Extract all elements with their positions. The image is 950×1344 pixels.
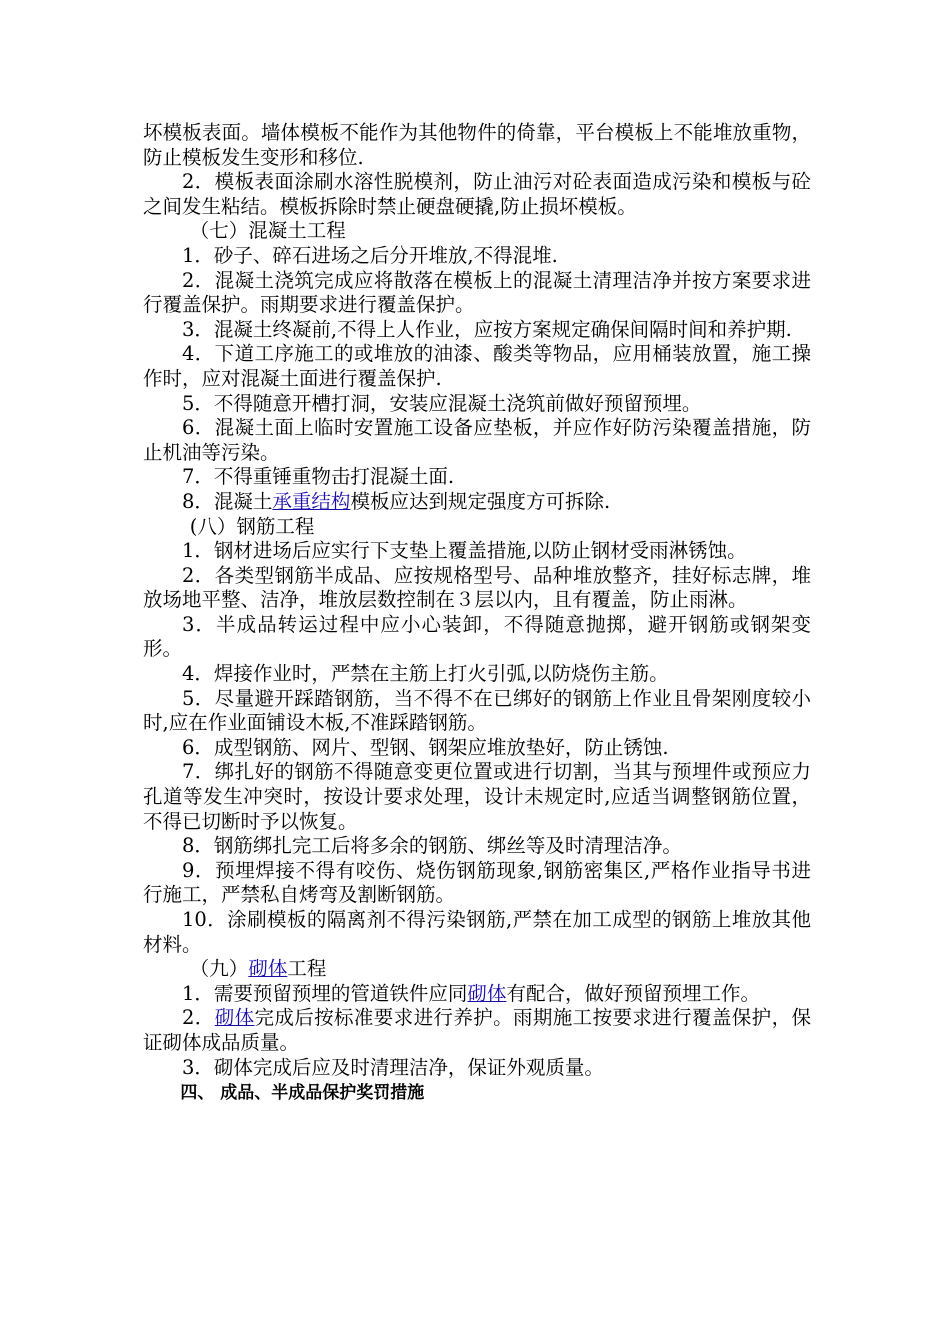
paragraph: 10．涂刷模板的隔离剂不得污染钢筋,严禁在加工成型的钢筋上堆放其他材料。 <box>143 908 811 956</box>
paragraph: 6．成型钢筋、网片、型钢、钢架应堆放垫好，防止锈蚀. <box>182 735 669 759</box>
text-run: （九） <box>189 957 249 981</box>
text-run: 1．需要预留预埋的管道铁件应同 <box>182 981 468 1005</box>
paragraph: 5．不得随意开槽打洞，安装应混凝土浇筑前做好预留预埋。 <box>182 391 702 415</box>
paragraph: 5．尽量避开踩踏钢筋，当不得不在已绑好的钢筋上作业且骨架刚度较小时,应在作业面铺设木板,不准踩踏钢筋。 <box>143 686 811 735</box>
text-run: 2． <box>182 1006 215 1030</box>
paragraph: 8．钢筋绑扎完工后将多余的钢筋、绑丝等及时清理洁净。 <box>182 834 682 858</box>
paragraph: 6．混凝土面上临时安置施工设备应垫板，并应作好防污染覆盖措施，防止机油等污染。 <box>143 416 811 464</box>
paragraph: 3．混凝土终凝前,不得上人作业，应按方案规定确保间隔时间和养护期. <box>182 317 792 341</box>
paragraph: 2．各类型钢筋半成品、应按规格型号、品种堆放整齐，挂好标志牌，堆放场地平整、洁净，堆放层数控制在３层以内，且有覆盖，防止雨淋。 <box>143 563 811 612</box>
paragraph: 4．下道工序施工的或堆放的油漆、酸类等物品，应用桶装放置，施工操作时，应对混凝土面进行覆盖保护. <box>143 342 811 390</box>
text-run: 8．混凝土 <box>182 489 273 513</box>
subsection-title: (八）钢筋工程 <box>189 514 315 538</box>
document-body <box>143 121 811 1106</box>
paragraph: 2．模板表面涂刷水溶性脱模剂，防止油污对砼表面造成污染和模板与砼之间发生粘结。模板拆除时禁止硬盘硬撬,防止损坏模板。 <box>143 170 811 218</box>
paragraph: 7．绑扎好的钢筋不得随意变更位置或进行切割，当其与预埋件或预应力孔道等发生冲突时，按设计要求处理，设计未规定时,应适当调整钢筋位置，不得已切断时予以恢复。 <box>143 760 811 833</box>
text-run: 有配合，做好预留预埋工作。 <box>506 981 760 1005</box>
subsection-title <box>143 957 811 982</box>
hyperlink[interactable]: 砌体 <box>467 981 507 1005</box>
section-heading: 四、 成品、半成品保护奖罚措施 <box>180 1083 425 1104</box>
paragraph: 1．砂子、碎石进场之后分开堆放,不得混堆. <box>182 243 558 267</box>
paragraph: 2．混凝土浇筑完成应将散落在模板上的混凝土清理洁净并按方案要求进行覆盖保护。雨期要求进行覆盖保护。 <box>143 268 811 317</box>
paragraph <box>143 1006 811 1055</box>
hyperlink[interactable]: 砌体 <box>248 957 288 981</box>
text-run: 工程 <box>287 957 327 981</box>
paragraph: 7．不得重锤重物击打混凝土面. <box>182 465 455 489</box>
subsection-title: （七）混凝土工程 <box>189 219 346 243</box>
text-run: 模板应达到规定强度方可拆除. <box>350 489 611 513</box>
paragraph: 9．预埋焊接不得有咬伤、烧伤钢筋现象,钢筋密集区,严格作业指导书进行施工，严禁私自烤弯及割断钢筋。 <box>143 858 811 907</box>
text-run: 完成后按标准要求进行养护。雨期施工按要求进行覆盖保护，保证砌体成品质量。 <box>143 1006 811 1054</box>
paragraph: 3．半成品转运过程中应小心装卸，不得随意抛掷，避开钢筋或钢架变形。 <box>143 612 811 661</box>
paragraph <box>143 982 811 1007</box>
hyperlink[interactable]: 砌体 <box>214 1006 255 1030</box>
paragraph: 坏模板表面。墙体模板不能作为其他物件的倚靠，平台模板上不能堆放重物，防止模板发生变形和移位. <box>143 121 811 169</box>
paragraph: 1．钢材进场后应实行下支垫上覆盖措施,以防止钢材受雨淋锈蚀。 <box>182 539 747 563</box>
hyperlink[interactable]: 承重结构 <box>272 489 351 513</box>
paragraph: 4．焊接作业时，严禁在主筋上打火引弧,以防烧伤主筋。 <box>182 662 669 686</box>
paragraph <box>143 490 811 515</box>
paragraph: 3．砌体完成后应及时清理洁净，保证外观质量。 <box>182 1055 604 1079</box>
